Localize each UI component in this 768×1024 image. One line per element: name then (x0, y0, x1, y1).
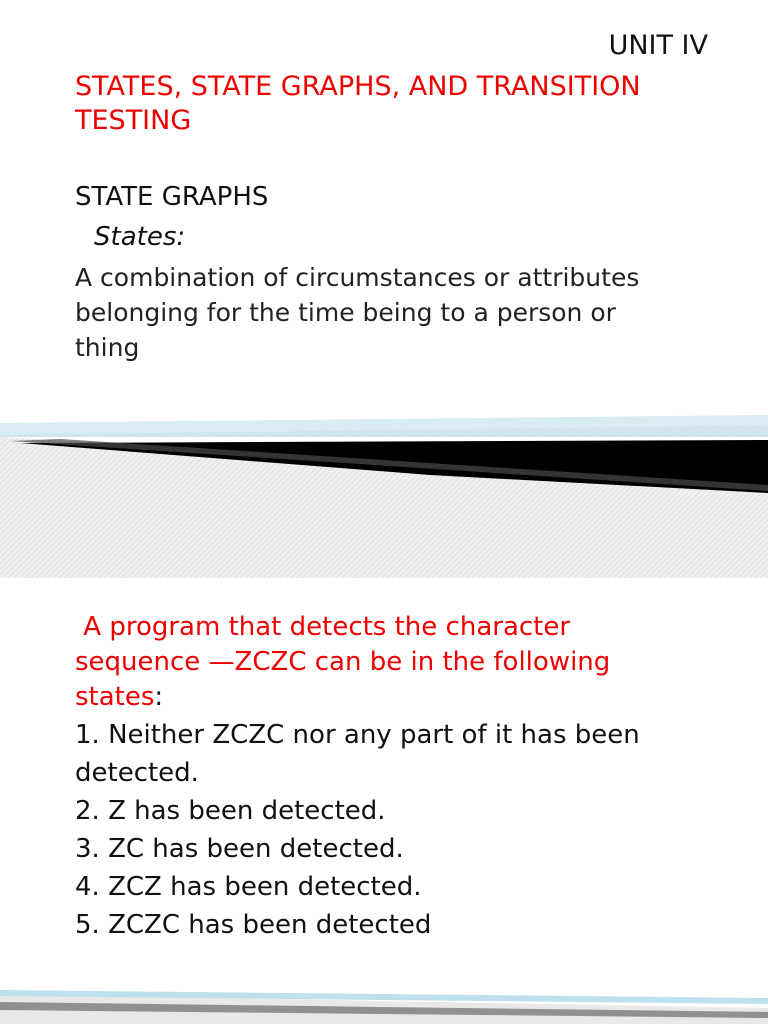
list-item: 2. Z has been detected. (75, 796, 386, 826)
program-intro (75, 610, 610, 715)
separator-graphic (0, 415, 768, 578)
intro-line-3 (75, 680, 610, 715)
intro-line-1: A program that detects the character (75, 612, 571, 642)
list-item: 5. ZCZC has been detected (75, 910, 432, 940)
intro-line-3-text: states (75, 682, 155, 712)
section-heading: STATE GRAPHS (75, 182, 269, 212)
slide-separator (0, 415, 768, 578)
unit-label: UNIT IV (608, 30, 708, 61)
states-list (75, 716, 640, 944)
slide-unit-iv (0, 0, 768, 415)
definition-line-1: A combination of circumstances or attributes (75, 263, 640, 292)
slide-title-line-1: STATES, STATE GRAPHS, AND TRANSITION (75, 71, 641, 102)
slide-title-line-2: TESTING (75, 105, 192, 136)
bottom-decoration (0, 990, 768, 1024)
list-item: 1. Neither ZCZC nor any part of it has been (75, 720, 640, 750)
definition-line-2: belonging for the time being to a person or (75, 298, 616, 327)
list-item: 4. ZCZ has been detected. (75, 872, 422, 902)
intro-line-2: sequence —ZCZC can be in the following (75, 647, 611, 677)
slide-title (75, 70, 641, 138)
intro-colon: : (154, 682, 164, 712)
states-label: States: (94, 222, 186, 252)
slide-zczc-states (0, 578, 768, 1024)
definition-line-3: thing (75, 333, 140, 362)
list-item: 3. ZC has been detected. (75, 834, 404, 864)
list-item: detected. (75, 758, 199, 788)
states-definition (75, 260, 639, 365)
